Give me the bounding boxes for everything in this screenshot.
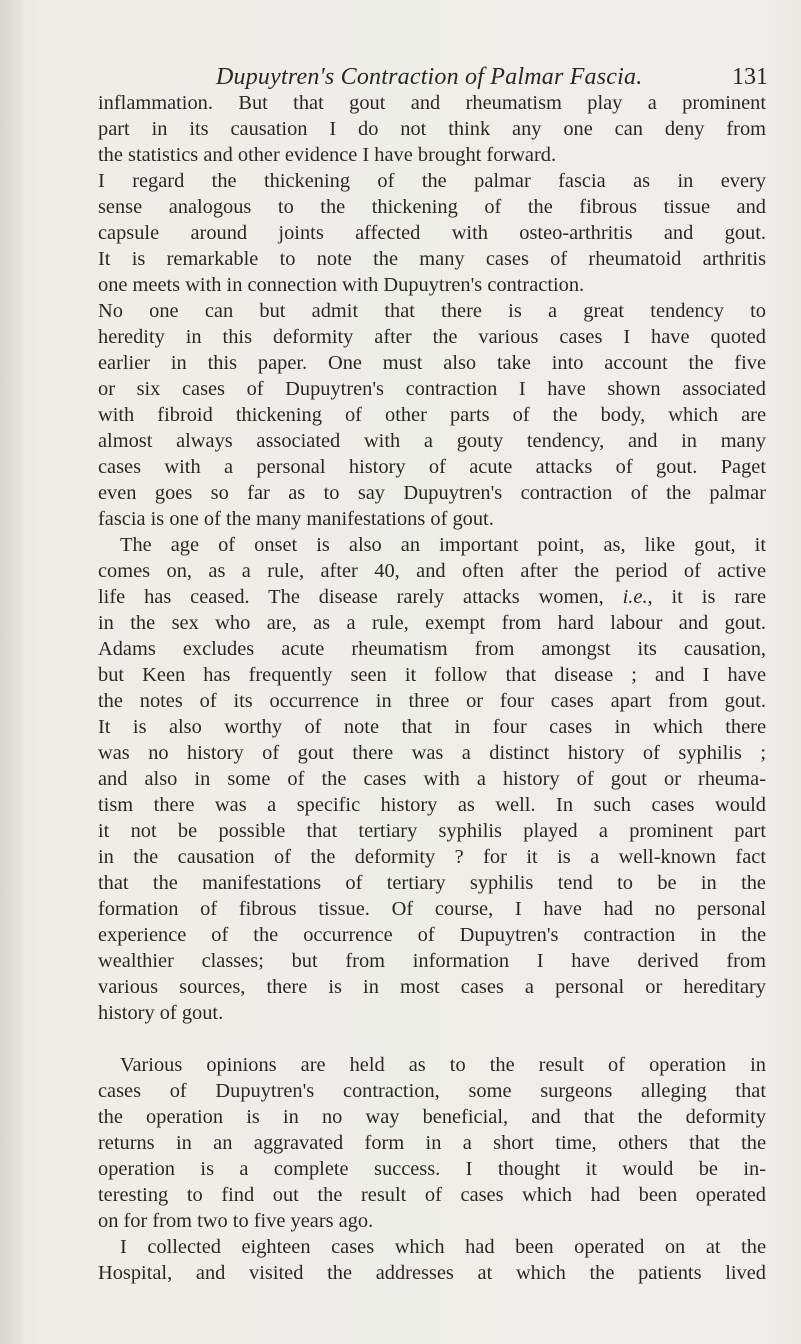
text-line: cases of Dupuytren's contraction, some surgeons alleging that: [98, 1080, 766, 1102]
text-line: The age of onset is also an important point, as, like gout, it: [120, 534, 766, 556]
text-line: the notes of its occurrence in three or four cases apart from gout.: [98, 690, 766, 712]
paragraph-gap: [98, 1026, 766, 1052]
text-line: in the sex who are, as a rule, exempt from hard labour and gout.: [98, 612, 766, 634]
paragraph: [98, 1234, 766, 1286]
paragraph: [98, 90, 766, 168]
text-line: I regard the thickening of the palmar fascia as in every: [98, 170, 766, 192]
text-line: even goes so far as to say Dupuytren's contraction of the palmar: [98, 482, 766, 504]
text-line: inflammation. But that gout and rheumatism play a prominent: [98, 92, 766, 114]
text-line: tism there was a specific history as well. In such cases would: [98, 794, 766, 816]
text-line: earlier in this paper. One must also take into account the five: [98, 352, 766, 374]
text-line: I collected eighteen cases which had been operated on at the: [120, 1236, 766, 1258]
text-line: the operation is in no way beneficial, and that the deformity: [98, 1106, 766, 1128]
text-line: or six cases of Dupuytren's contraction I have shown associated: [98, 378, 766, 400]
text-line: was no history of gout there was a distinct history of syphilis ;: [98, 742, 766, 764]
text-line: returns in an aggravated form in a short time, others that the: [98, 1132, 766, 1154]
text-line: operation is a complete success. I thought it would be in-: [98, 1158, 766, 1180]
text-line: and also in some of the cases with a history of gout or rheuma-: [98, 768, 766, 790]
text-line: various sources, there is in most cases a personal or hereditary: [98, 976, 766, 998]
text-line: the statistics and other evidence I have brought forward.: [98, 144, 557, 166]
text-line: history of gout.: [98, 1002, 224, 1024]
text-line: in the causation of the deformity ? for it is a well-known fact: [98, 846, 766, 868]
text-line: life has ceased. The disease rarely attacks women, i.e., it is rare: [98, 586, 767, 608]
text-line: capsule around joints affected with osteo-arthritis and gout.: [98, 222, 766, 244]
page-number: 131: [732, 64, 768, 90]
text-line: experience of the occurrence of Dupuytren's contraction in the: [98, 924, 766, 946]
paragraph: [98, 168, 766, 298]
text-line: No one can but admit that there is a great tendency to: [98, 300, 766, 322]
text-line: on for from two to five years ago.: [98, 1210, 374, 1232]
text-line: comes on, as a rule, after 40, and often after the period of active: [98, 560, 766, 582]
text-line: wealthier classes; but from information I have derived from: [98, 950, 766, 972]
text-line: one meets with in connection with Dupuytren's contraction.: [98, 274, 585, 296]
text-line: Adams excludes acute rheumatism from amongst its causation,: [98, 638, 766, 660]
text-line: Hospital, and visited the addresses at which the patients lived: [98, 1262, 766, 1284]
text-line: with fibroid thickening of other parts of the body, which are: [98, 404, 766, 426]
text-line: cases with a personal history of acute attacks of gout. Paget: [98, 456, 766, 478]
text-line: it not be possible that tertiary syphilis played a prominent part: [98, 820, 766, 842]
text-line: but Keen has frequently seen it follow that disease ; and I have: [98, 664, 766, 686]
body-text: [98, 90, 766, 1286]
running-title: Dupuytren's Contraction of Palmar Fascia.: [216, 64, 643, 90]
text-line: almost always associated with a gouty tendency, and in many: [98, 430, 766, 452]
text-line: heredity in this deformity after the various cases I have quoted: [98, 326, 766, 348]
text-line: It is also worthy of note that in four cases in which there: [98, 716, 766, 738]
page-gutter-shadow: [0, 0, 22, 1344]
paragraph: [98, 1052, 766, 1234]
text-line: sense analogous to the thickening of the fibrous tissue and: [98, 196, 766, 218]
text-line: teresting to find out the result of cases which had been operated: [98, 1184, 766, 1206]
paragraph: [98, 298, 766, 532]
text-line: that the manifestations of tertiary syphilis tend to be in the: [98, 872, 766, 894]
paragraph: [98, 532, 766, 1026]
text-line: fascia is one of the many manifestations of gout.: [98, 508, 494, 530]
text-line: formation of fibrous tissue. Of course, I have had no personal: [98, 898, 766, 920]
text-line: part in its causation I do not think any one can deny from: [98, 118, 766, 140]
text-line: Various opinions are held as to the result of operation in: [120, 1054, 766, 1076]
text-line: It is remarkable to note the many cases of rheumatoid arthritis: [98, 248, 766, 270]
